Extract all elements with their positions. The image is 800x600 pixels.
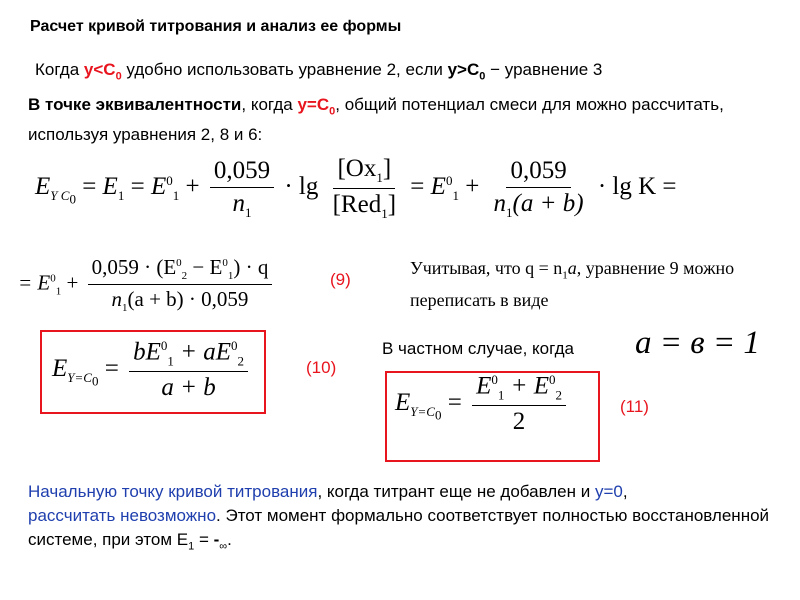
text-fragment: − уравнение 3 <box>485 60 603 79</box>
special-case-equation: a = в = 1 <box>635 325 760 361</box>
impossible-phrase: рассчитать невозможно <box>28 506 217 525</box>
equation-10: $E_{Y=C_0}$ = $\frac{bE^0_1 + aE^0_2}{a + b}$ <box>52 338 252 402</box>
equivalence-paragraph: В точке эквивалентности, когда $y=C_0$, общий потенциал смеси для можно рассчитать, используя уравнения 2, 8 и 6: <box>28 95 724 145</box>
condition-line <box>35 60 602 82</box>
text-fragment: Когда <box>35 60 84 79</box>
fraction: $\frac{[Ox_1]}{[Red_1]}$ <box>332 155 397 221</box>
condition-less: $y<C_0$ <box>83 60 122 83</box>
equation-number-11: (11) <box>620 397 649 416</box>
fraction: $\frac{0,059}{n_1}$ <box>210 157 274 221</box>
fraction: $\frac{E^0_1 + E^0_2}{2}$ <box>472 372 566 436</box>
fraction: $\frac{bE^0_1 + aE^0_2}{a + b}$ <box>129 338 248 402</box>
substitution-note: Учитывая, что $q = n_1a$, уравнение 9 можно переписать в виде <box>410 258 735 310</box>
initial-point-paragraph: Начальную точку кривой титрования, когда титрант еще не добавлен и y=0, рассчитать невозможно. Этот момент формально соответствует полностью восстановленной системе, при этом $E_1 = -_\infty$. <box>28 482 770 553</box>
equation-1: $E_{Y C_0} = E_1 = E^0_1$ + $\frac{0,059}{n_1}$ · lg $\frac{[Ox_1]}{[Red_1]}$ = $E^0_1$ + $\frac{0,059}{n_1(a + b)}$ · lg K = <box>35 155 677 221</box>
condition-equal: $y=C_0$ <box>297 95 336 118</box>
fraction: $\frac{0,059}{n_1(a + b)}$ <box>493 156 584 220</box>
equivalence-point-label: В точке эквивалентности <box>28 95 242 114</box>
slide-title: Расчет кривой титрования и анализ ее формы <box>30 18 402 35</box>
equation-9: = $E^0_1$ + $\frac{0,059 \cdot (E^0_2 - E^0_1) \cdot q}{n_1(a + b) \cdot 0,059}$ <box>18 255 276 314</box>
special-case-text: В частном случае, когда <box>382 339 574 358</box>
equation-11: $E_{Y=C_0}$ = $\frac{E^0_1 + E^0_2}{2}$ <box>395 372 570 436</box>
initial-point-phrase: Начальную точку кривой титрования <box>28 482 318 501</box>
fraction: $\frac{0,059 \cdot (E^0_2 - E^0_1) \cdot q}{n_1(a + b) \cdot 0,059}$ <box>88 255 273 314</box>
equation-number-10: (10) <box>306 358 337 377</box>
condition-greater: $y>C_0$ <box>447 60 486 83</box>
text-fragment: удобно использовать уравнение 2, если <box>121 60 448 79</box>
equation-number-9: (9) <box>330 270 351 289</box>
